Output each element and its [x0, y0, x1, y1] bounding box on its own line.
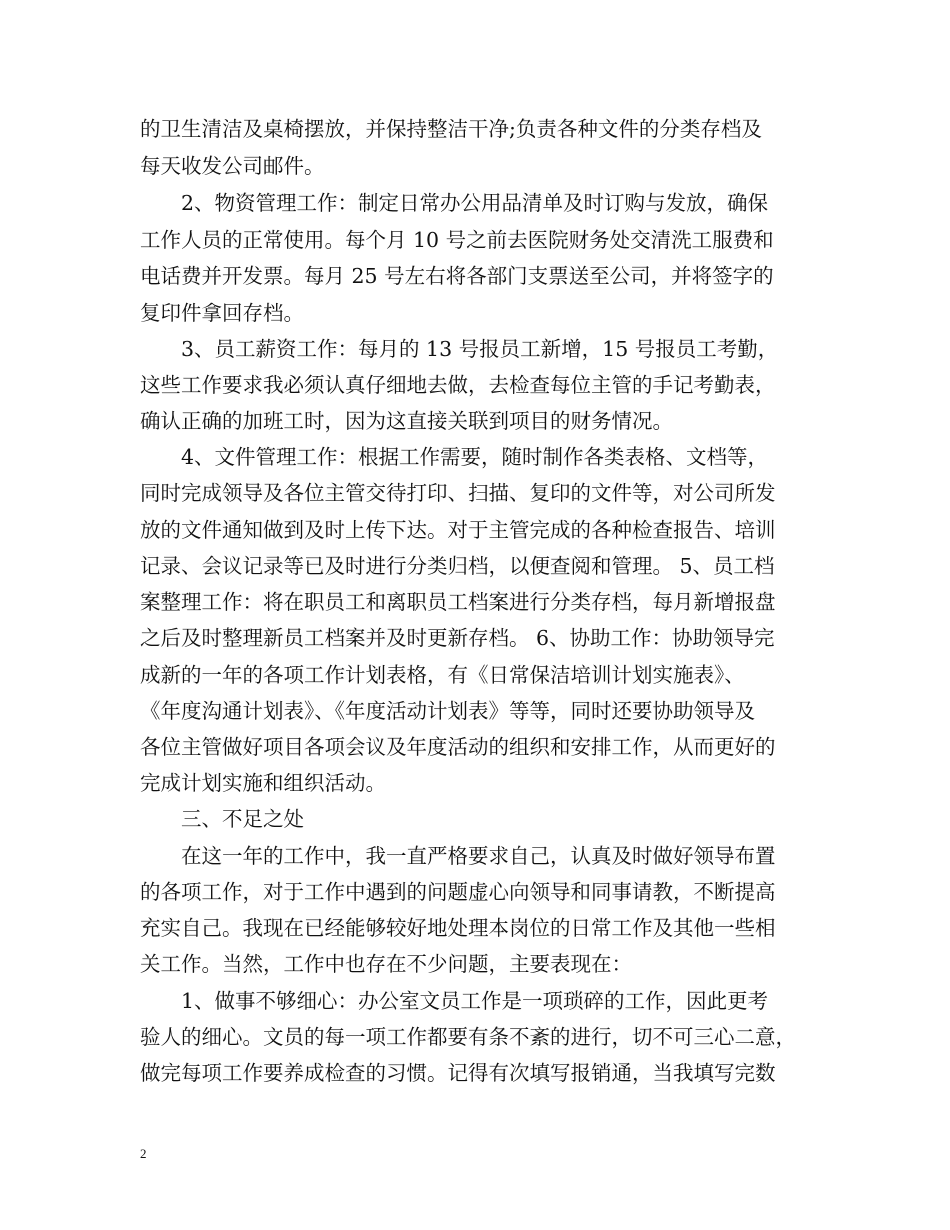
text-line: 验人的细心。文员的每一项工作都要有条不紊的进行，切不可三心二意，	[140, 1025, 796, 1049]
text-line: 记录、会议记录等已及时进行分类归档，以便查阅和管理。 5、员工档	[140, 554, 775, 578]
text-line: 各位主管做好项目各项会议及年度活动的组织和安排工作，从而更好的	[140, 735, 776, 759]
text-line: 电话费并开发票。每月 25 号左右将各部门支票送至公司，并将签字的	[140, 264, 774, 288]
text-line: 关工作。当然，工作中也存在不少问题，主要表现在：	[140, 952, 632, 976]
text-line: 放的文件通知做到及时上传下达。对于主管完成的各种检查报告、培训	[140, 518, 776, 542]
text-line: 1、做事不够细心：办公室文员工作是一项琐碎的工作，因此更考	[140, 989, 769, 1013]
text-line: 同时完成领导及各位主管交待打印、扫描、复印的文件等，对公司所发	[140, 481, 776, 505]
page-number: 2	[140, 1146, 147, 1161]
text-line: 成新的一年的各项工作计划表格，有《日常保洁培训计划实施表》、	[140, 663, 745, 687]
text-line: 4、文件管理工作：根据工作需要，随时制作各类表格、文档等，	[140, 445, 769, 469]
text-line: 之后及时整理新员工档案并及时更新存档。 6、协助工作：协助领导完	[140, 626, 775, 650]
text-line: 的各项工作，对于工作中遇到的问题虚心向领导和同事请教，不断提高	[140, 880, 776, 904]
section-heading: 三、不足之处	[140, 807, 304, 831]
text-line: 充实自己。我现在已经能够较好地处理本岗位的日常工作及其他一些相	[140, 916, 776, 940]
text-line: 案整理工作：将在职员工和离职员工档案进行分类存档，每月新增报盘	[140, 590, 776, 614]
text-line: 工作人员的正常使用。每个月 10 号之前去医院财务处交清洗工服费和	[140, 228, 774, 252]
text-line: 做完每项工作要养成检查的习惯。记得有次填写报销通，当我填写完数	[140, 1061, 776, 1085]
text-line: 的卫生清洁及桌椅摆放，并保持整洁干净;负责各种文件的分类存档及	[140, 117, 762, 141]
text-line: 复印件拿回存档。	[140, 301, 304, 325]
text-line: 每天收发公司邮件。	[140, 154, 325, 178]
text-line: 确认正确的加班工时，因为这直接关联到项目的财务情况。	[140, 409, 673, 433]
text-line: 完成计划实施和组织活动。	[140, 771, 386, 795]
text-line: 2、物资管理工作：制定日常办公用品清单及时订购与发放，确保	[140, 191, 769, 215]
text-line: 这些工作要求我必须认真仔细地去做，去检查每位主管的手记考勤表，	[140, 373, 776, 397]
text-line: 《年度沟通计划表》、《年度活动计划表》等等，同时还要协助领导及	[140, 699, 755, 723]
text-line: 3、员工薪资工作：每月的 13 号报员工新增，15 号报员工考勤，	[140, 337, 779, 361]
text-line: 在这一年的工作中，我一直严格要求自己，认真及时做好领导布置	[140, 844, 776, 868]
